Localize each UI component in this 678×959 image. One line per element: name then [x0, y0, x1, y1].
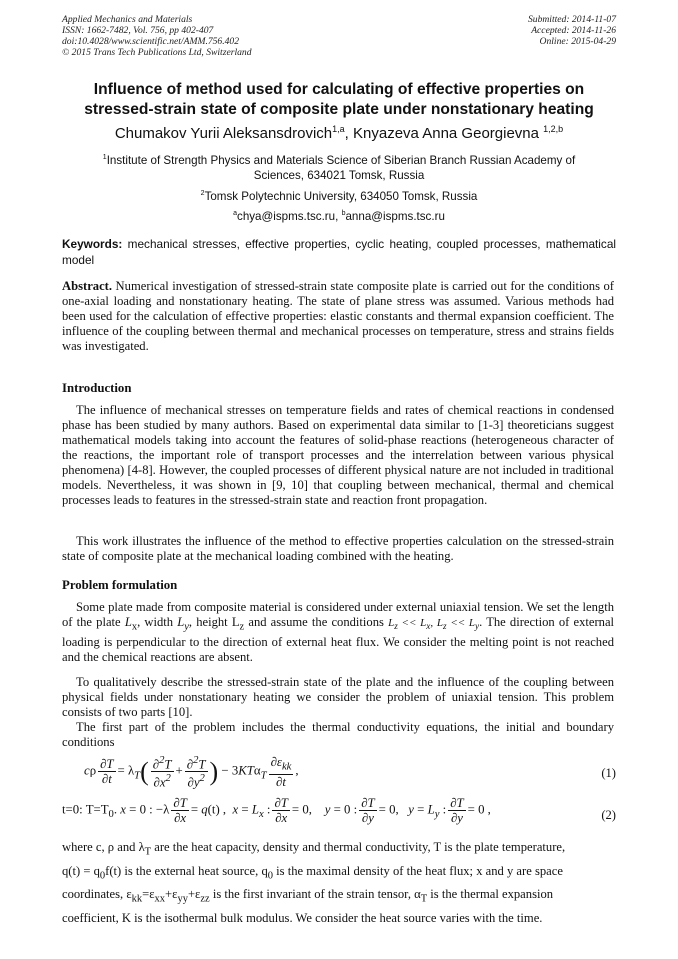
title-line-1: Influence of method used for calculating of effective properties on: [93, 81, 585, 98]
where-3c: +ε: [165, 887, 178, 902]
eq1-frac-dTdt: $\frac{\partial T}{\partial t}$: [100, 757, 114, 787]
author-1-affil: 1,a: [332, 124, 345, 134]
title-line-2: stressed-strain state of composite plate under nonstationary heating: [84, 101, 594, 118]
emails: [62, 206, 616, 224]
where-3f: is the thermal expansion: [427, 887, 554, 902]
submission-dates: [528, 14, 616, 47]
equation-1: cρ $\frac{\partial T}{\partial t}$ = $\lambda_T$( $\frac{\partial^2T}{\partial x^2}$ + $\frac{\partial^2T}{\partial y^2}$ ) − 3KTα$_T$ $\frac{\partial\varepsilon_{kk}}{\partial t}$ ,: [84, 754, 299, 790]
email-a[interactable]: chya@ispms.tsc.ru,: [237, 209, 339, 223]
abstract-label: Abstract.: [62, 279, 113, 293]
p1-text-a: Some plate made from composite material is considered under external uniaxial tension. We set the length of the plate: [62, 600, 614, 629]
introduction-heading: Introduction: [62, 381, 132, 395]
abstract: [62, 279, 614, 354]
where-3d: +ε: [187, 887, 201, 902]
abstract-text: Numerical investigation of stressed-strain state composite plate is carried out for the conditions of one-axial loading and nonstationary heating. The state of plane stress was assumed. Various methods had been used for the calculation of effective properties: elastic constants and thermal expansion coefficient. The influence of the coupling between thermal and mechanical processes on temperature, stress and strains fields was investigated.: [62, 279, 614, 353]
condition-formula: $L_z << L_x$, $L_z << L_y$: [388, 617, 480, 632]
equation-2: t=0: $T=T_0$. x = 0 : −λ $\frac{\partial T}{\partial x}$ = q(t) , $x = L_x$ : $\frac{\partial T}{\partial x}$ = 0, y = 0 : $\frac{\partial T}{\partial y}$ = 0, $y = L_y$ : $\frac{\partial T}{\partial y}$ = 0 ,: [62, 796, 491, 825]
where-2c: is the maximal density of the heat flux; x and y are space: [273, 863, 563, 878]
where-line-4: coefficient, K is the isothermal bulk modulus. We consider the heat source varies with the time.: [62, 910, 543, 925]
email-a-marker: a: [233, 210, 238, 217]
problem-paragraph-3: The first part of the problem includes the thermal conductivity equations, the initial and boundary conditions: [62, 720, 614, 749]
paper-title: [0, 80, 678, 120]
equation-1-number: (1): [601, 766, 616, 780]
p1-text-e: . The direction of external loading is perpendicular to the direction of external heat flux. We consider the melting point is not reached and the chemical reactions are absent.: [62, 615, 615, 664]
where-paragraph: [62, 838, 614, 927]
keywords-label: Keywords:: [62, 237, 123, 251]
aff2-text: Tomsk Polytechnic University, 634050 Tomsk, Russia: [204, 189, 478, 203]
journal-info: [62, 14, 252, 58]
aff1-line-2: Sciences, 634021 Tomsk, Russia: [253, 168, 425, 182]
intro-paragraph-1: The influence of mechanical stresses on temperature fields and rates of chemical reactions in condensed phase has been studied by many authors. Based on experimental data similar to [1-3] theoreticians suggest mathematical models taking into account the features of solid-phase reactions (heterogeneous character of the reactions, the important role of transport processes and the interrelation between various physical phenomena) [4-8]. However, the coupled processes of different physical nature are not included in traditional models. Nevertheless, it was shown in [9, 10] that coupling between mechanical, thermal and chemical processes leads to features in the stressed-strain state and reaction front propagation.: [62, 403, 614, 507]
email-b-marker: b: [341, 210, 346, 217]
submitted-date: Submitted: 2014-11-07: [527, 14, 616, 25]
aff1-marker: 1: [102, 154, 107, 161]
email-b[interactable]: anna@ispms.tsc.ru: [345, 209, 445, 223]
author-2: Knyazeva Anna Georgievna: [353, 125, 539, 142]
keywords: [62, 236, 616, 268]
authors: Chumakov Yurii Aleksansdrovich$^{1,a}$, Knyazeva Anna Georgievna $^{1,2,b}$: [114, 124, 564, 142]
where-line-2: $q(t) = q_0f(t)$ is the external heat source, $q_0$ is the maximal density of the heat flux; x and y are space: [62, 863, 563, 882]
eq1-frac-d2Tdx2: $\frac{\partial^2T}{\partial x^2}$: [152, 755, 172, 790]
journal-name: Applied Mechanics and Materials: [62, 14, 193, 25]
eq1-frac-dekkdt: $\frac{\partial\varepsilon_{kk}}{\partial t}$: [270, 754, 292, 790]
p1-text-b: , width: [137, 615, 178, 629]
problem-paragraph-2: To qualitatively describe the stressed-strain state of the plate and the influence of the coupling between physical fields under nonstationary heating we consider the problem of uniaxial tension. This problem consists of two parts [10].: [62, 675, 614, 719]
online-date: Online: 2015-04-29: [539, 36, 616, 47]
eq2-lead: t=0: T=T: [62, 802, 109, 817]
where-1b: are the heat capacity, density and thermal conductivity, T is the plate temperature,: [151, 840, 566, 854]
p1-text-d: and assume the conditions: [244, 615, 389, 629]
affiliation-1: [62, 150, 616, 183]
where-2b: f(t) is the external heat source, q: [105, 863, 268, 878]
where-line-1: where c, ρ and $\lambda_T$ are the heat capacity, density and thermal conductivity, T is the plate temperature,: [62, 840, 566, 858]
where-1: where c, ρ and λ: [62, 840, 145, 854]
journal-doi[interactable]: doi:10.4028/www.scientific.net/AMM.756.402: [62, 36, 240, 47]
affiliation-2: [62, 186, 616, 204]
aff1-line-1: Institute of Strength Physics and Materials Science of Siberian Branch Russian Academy of: [106, 153, 576, 167]
author-2-affil: 1,2,b: [543, 124, 564, 134]
problem-heading: Problem formulation: [62, 578, 178, 592]
aff2-marker: 2: [200, 190, 205, 197]
where-3e: is the first invariant of the strain tensor, α: [209, 887, 421, 902]
journal-copyright: © 2015 Trans Tech Publications Ltd, Switzerland: [62, 47, 252, 58]
author-1: Chumakov Yurii Aleksansdrovich: [114, 125, 333, 142]
accepted-date: Accepted: 2014-11-26: [531, 25, 616, 36]
where-line-3: coordinates, $\varepsilon_{kk}=\varepsilon_{xx}+\varepsilon_{yy}+\varepsilon_{zz}$ is the first invariant of the strain tensor, $\alpha_T$ is the thermal expansion: [62, 887, 554, 905]
keywords-text: mechanical stresses, effective properties, cyclic heating, coupled processes, mathematical model: [62, 237, 616, 267]
where-2a: q(t) = q: [62, 863, 100, 878]
where-3: coordinates, ε: [62, 887, 132, 902]
intro-paragraph-2: This work illustrates the influence of the method to effective properties calculation on the stressed-strain state of composite plate at the mechanical loading combined with the heating.: [62, 534, 614, 563]
problem-paragraph-1: Some plate made from composite material is considered under external uniaxial tension. We set the length of the plate $L_x$, width $L_y$, height $L_z$ and assume the conditions $L_z << L_x$, $L_z << L_y$. The direction of external loading is perpendicular to the direction of external heat flux. We consider the melting point is not reached and the chemical reactions are absent.: [62, 600, 615, 664]
where-3b: =ε: [142, 887, 155, 902]
eq1-frac-d2Tdy2: $\frac{\partial^2T}{\partial y^2}$: [186, 755, 206, 790]
equation-2-number: (2): [601, 808, 616, 822]
journal-issn: ISSN: 1662-7482, Vol. 756, pp 402-407: [62, 25, 214, 36]
p1-text-c: , height L: [188, 615, 240, 629]
